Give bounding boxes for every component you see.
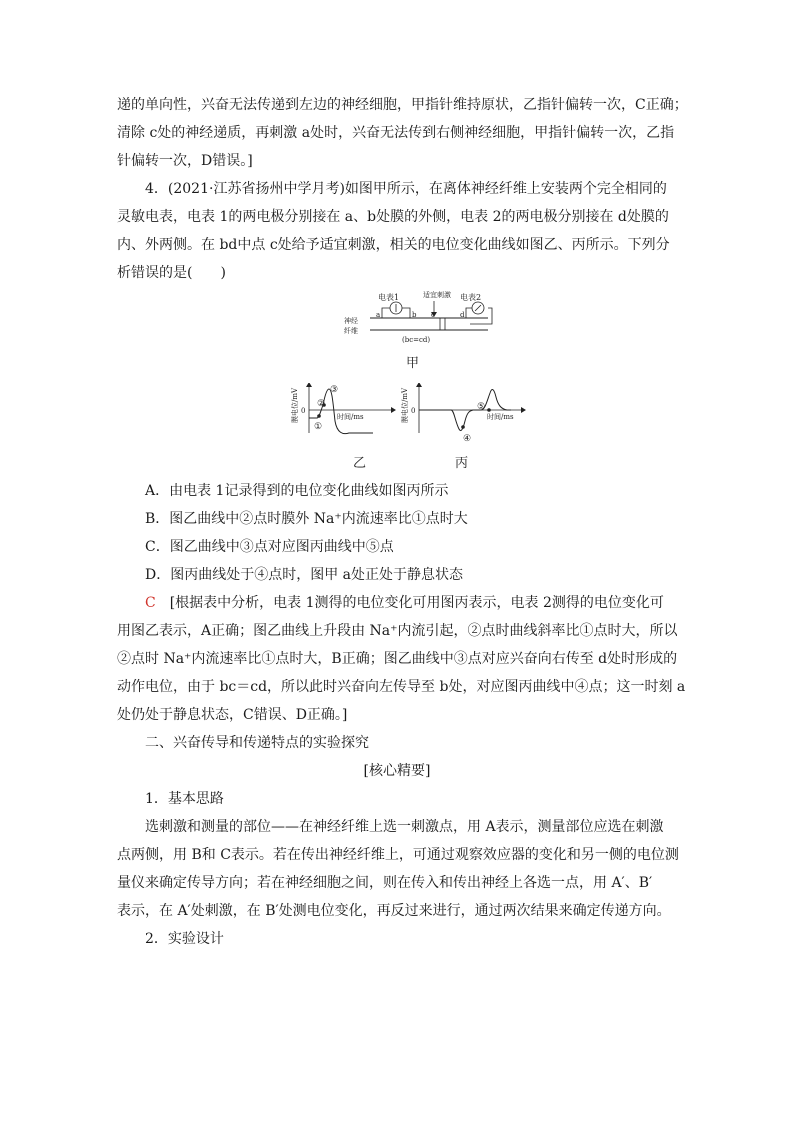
figure-jia-caption: 甲 <box>406 356 420 370</box>
bc-cd-label: (bc=cd) <box>402 336 431 344</box>
x-axis-label: 时间/ms <box>337 413 364 421</box>
fiber-label: 纤维 <box>344 327 358 335</box>
y-axis-label: 膜电位/mV <box>401 387 409 423</box>
explanation-line: 处仍处于静息状态，C错误、D正确。] <box>117 707 348 723</box>
point-b-label: b <box>412 311 417 319</box>
point-a-label: a <box>376 311 381 319</box>
y-axis-label: 膜电位/mV <box>291 387 299 423</box>
point-5-label: ⑤ <box>477 402 486 412</box>
meter1-label: 电表1 <box>378 293 400 302</box>
figure-bing <box>397 383 527 473</box>
option-a: A．由电表 1记录得到的电位变化曲线如图丙所示 <box>145 483 449 499</box>
text-line: 递的单向性，兴奋无法传递到左边的神经细胞，甲指针维持原状，乙指针偏转一次，C正确； <box>117 97 688 113</box>
explanation-line: ②点时 Na⁺内流速率比①点时大，B正确；图乙曲线中③点对应兴奋向右传至 d处时形成的 <box>117 651 678 667</box>
meter2-label: 电表2 <box>460 293 482 302</box>
stimulus-label: 适宜刺激 <box>423 291 451 299</box>
option-c: C．图乙曲线中③点对应图丙曲线中⑤点 <box>145 539 394 555</box>
zero-label: 0 <box>301 407 306 415</box>
item-title: 2．实验设计 <box>145 931 224 947</box>
point-d-label: d <box>460 311 465 319</box>
question-stem-line: 析错误的是( ) <box>117 265 226 281</box>
explanation-line: 用图乙表示，A正确；图乙曲线上升段由 Na⁺内流引起，②点时曲线斜率比①点时大，所以 <box>117 623 678 639</box>
item-text-line: 选刺激和测量的部位——在神经纤维上选一刺激点，用 A表示，测量部位应选在刺激 <box>145 819 664 835</box>
option-b: B．图乙曲线中②点时膜外 Na⁺内流速率比①点时大 <box>145 511 468 527</box>
x-axis-label: 时间/ms <box>487 413 514 421</box>
section-subheading: [核心精要] <box>363 763 431 779</box>
item-text-line: 表示，在 A′处刺激，在 B′处测电位变化，再反过来进行，通过两次结果来确定传递方向。 <box>117 903 671 919</box>
section-heading: 二、兴奋传导和传递特点的实验探究 <box>145 735 369 751</box>
point-2-label: ② <box>317 399 326 409</box>
figure-jia <box>330 290 500 370</box>
point-1-label: ① <box>314 422 323 432</box>
item-title: 1．基本思路 <box>145 791 224 807</box>
figure-yi <box>287 383 397 473</box>
item-text-line: 点两侧，用 B和 C表示。若在传出神经纤维上，可通过观察效应器的变化和另一侧的电位测 <box>117 847 679 863</box>
explanation-line: 动作电位，由于 bc＝cd，所以此时兴奋向左传导至 b处，对应图丙曲线中④点；这一时刻 a <box>117 679 686 695</box>
explanation-line <box>0 593 794 613</box>
figure-yi-caption: 乙 <box>353 456 367 471</box>
option-d: D．图丙曲线处于④点时，图甲 a处正处于静息状态 <box>145 567 464 583</box>
point-c-label: c <box>431 311 435 319</box>
zero-label: 0 <box>411 407 416 415</box>
text-line: 清除 c处的神经递质，再刺激 a处时，兴奋无法传到右侧神经细胞，甲指针偏转一次，乙指 <box>117 125 675 141</box>
figure-bing-caption: 丙 <box>455 456 469 471</box>
point-3-label: ③ <box>330 385 339 395</box>
question-stem-line: 内、外两侧。在 bd中点 c处给予适宜刺激，相关的电位变化曲线如图乙、丙所示。下列分 <box>117 237 670 253</box>
item-text-line: 量仪来确定传导方向；若在神经细胞之间，则在传入和传出神经上各选一点，用 A′、B′ <box>117 875 653 891</box>
answer-letter: C <box>145 595 156 611</box>
question-stem-line: 4．(2021·江苏省扬州中学月考)如图甲所示，在离体神经纤维上安装两个完全相同的 <box>145 181 667 197</box>
question-stem-line: 灵敏电表，电表 1的两电极分别接在 a、b处膜的外侧，电表 2的两电极分别接在 d处膜的 <box>117 209 669 225</box>
explanation-text: [根据表中分析，电表 1测得的电位变化可用图丙表示，电表 2测得的电位变化可 <box>155 595 664 611</box>
fiber-label: 神经 <box>344 317 358 325</box>
point-4-label: ④ <box>463 434 472 444</box>
text-line: 针偏转一次，D错误。] <box>117 153 253 169</box>
